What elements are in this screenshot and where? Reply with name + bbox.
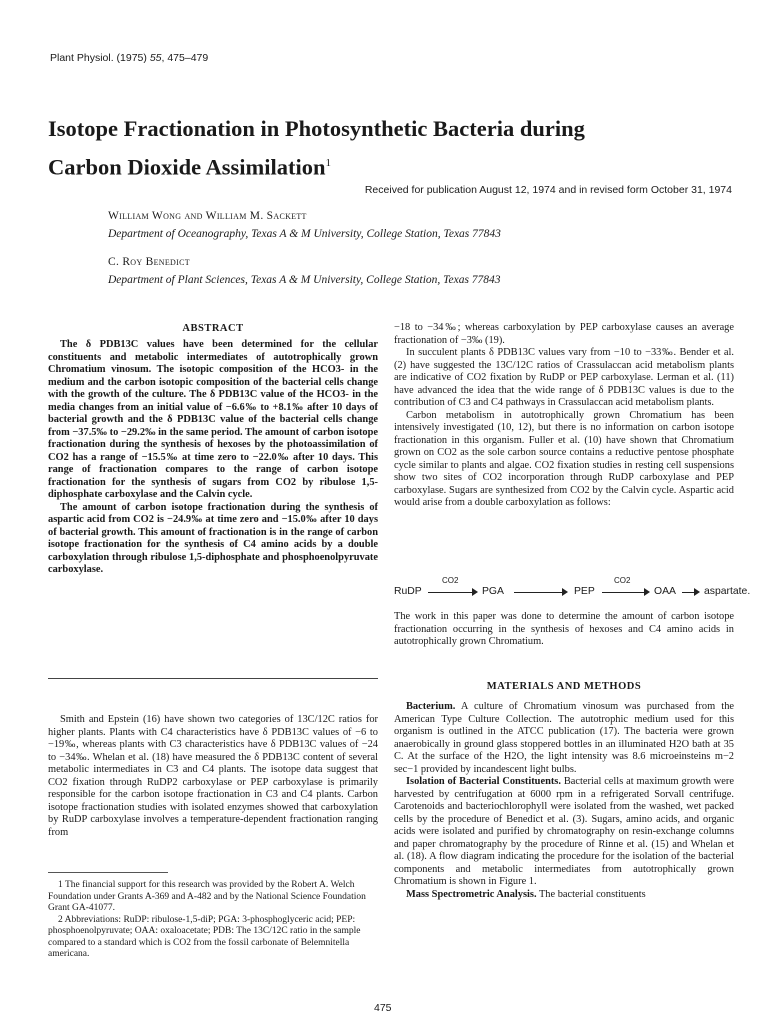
methods-paragraph-2 [394,776,734,889]
methods-text-1: A culture of Chromatium vinosum was purchased from the American Type Culture Collection. The autotrophic medium used for this organism is outlined in the ATCC publication (17). The bacteria were grown anaerobically in ground glass stoppered bottles in an illuminated H2O bath at 35 C. At the surface of the H2O, the light intensity was 8.6 microeinsteins m−2 sec−1 provided by incandescent light bulbs. [394,701,734,775]
methods-text-2: Bacterial cells at maximum growth were harvested by centrifugation at 6000 rpm in a refrigerated Sorvall centrifuge. Carotenoids and bacteriochlorophyll were isolated from the washed, wet packed cells by the procedure of Benedict et al. (3). Sugars, amino acids, and organic acids were isolated and purified by chromatography on resin-exchange columns and paper chromatography by the procedure of Rinne et al. (15) and Whelan et al. (18). A flow diagram indicating the procedure for the isolation of the bacterial components and metabolic intermediates from autotrophically grown Chromatium is shown in Figure 1. [394,776,734,887]
scheme-aspartate: aspartate. [704,586,751,597]
author-names-2: C. Roy Benedict [108,256,190,268]
journal-pages: , 475–479 [161,52,209,64]
abstract-divider [48,678,378,679]
title-line-2-text: Carbon Dioxide Assimilation [48,154,326,180]
abstract-body [48,339,378,577]
abstract-paragraph-1: The δ PDB13C values have been determined for the cellular constituents and metabolic intermediates of autotrophically grown Chromatium vinosum. The isotopic composition of the HCO3- in the medium and the carbon isotopic composition of the bacterial cells change with the growth of the culture. The δ PDB13C value of the HCO3- in the media changes from an initial value of −6.6‰ to +8.1‰ after 10 days of bacterial growth and the δ PDB13C value of the bacterial cells change from −37.5‰ to −29.2‰ in the same period. The amount of carbon isotope fractionation during the synthesis of hexoses by the photoassimilation of CO2 has a range of −15.5‰ at time zero to −22.0‰ after 10 days. This range of fractionation compares to the range of carbon isotope fractionation for the synthesis of sugars from CO2 by ribulose 1,5-diphosphate carboxylase and the Calvin cycle. [48,339,378,500]
methods-body [394,701,734,901]
right-paragraph-4: The work in this paper was done to determine the amount of carbon isotope fractionation occurring in the synthesis of hexoses and C4 amino acids in autotrophically grown Chromatium. [394,611,734,647]
scheme-pep: PEP [574,586,595,597]
scheme-oaa: OAA [654,586,676,597]
title-line-2 [48,146,728,185]
right-paragraph-3: Carbon metabolism in autotrophically grown Chromatium has been intensively investigated (10, 12), but there is no information on carbon isotope fractionation in this organism. Fuller et al. (10) have shown that Chromatium grown on CO2 as the sole carbon source contains a reductive pentose phosphate cycle similar to plants and algae. CO2 fixation studies in resting cell suspensions show two sites of CO2 incorporation through RuDP carboxylase and PEP carboxylase. Sugars are synthesized from CO2 by the Calvin cycle. Aspartic acid would arise from a double carboxylation as follows: [394,409,734,508]
methods-paragraph-3 [394,889,734,902]
abstract-paragraph-2: The amount of carbon isotope fractionation during the synthesis of aspartic acid from CO2 is −24.9‰ at time zero and −15.0‰ after 10 days of bacterial growth. This amount of fractionation is in the range of carbon isotope fractionation for the synthesis of C4 amino acids by a double carboxylation through ribulose 1,5-diphosphate and phosphoenolpyruvate carboxylase. [48,501,378,575]
run-in-mass-spec: Mass Spectrometric Analysis. [406,888,537,900]
arrow-line [428,592,474,593]
intro-paragraph: Smith and Epstein (16) have shown two categories of 13C/12C ratios for higher plants. Plants with C4 characteristics have δ PDB13C values of −6 to −19‰, whereas plants with C3 characteristics have δ PDB13C values of −24 to −34‰. Whelan et al. (18) have measured the δ PDB13C content of several metabolic intermediates in C3 and C4 plants. The isotope data suggest that CO2 fixation through RuDP2 carboxylase or PEP carboxylase is primarily responsible for the carbon isotope fractionation in C3 and C4 plants. Carbon isotope fractionation studies with isolated enzymes showed that carboxylation by RuDP carboxylase involves a temperature-dependent fractionation ranging from [48,714,378,838]
page-number: 475 [374,1002,392,1014]
arrow-head-icon [644,588,650,596]
abstract-heading: ABSTRACT [182,323,244,334]
methods-heading: MATERIALS AND METHODS [486,681,642,692]
journal-volume: 55 [149,52,162,64]
scheme-pga: PGA [482,586,504,597]
scheme-rudp: RuDP [394,586,422,597]
journal-name: Plant Physiol. (1975) [50,52,150,64]
arrow-head-icon [562,588,568,596]
scheme-arrow-3-label: CO2 [614,576,631,585]
footnote-1: 1 The financial support for this research was provided by the Robert A. Welch Foundation under Grants A-369 and A-482 and by the National Science Foundation Grant GA-41077. [48,880,366,913]
right-after-scheme [394,611,734,649]
author-names-1: William Wong and William M. Sackett [108,210,307,222]
paper-title [48,112,728,185]
run-in-isolation: Isolation of Bacterial Constituents. [406,776,561,787]
received-date: Received for publication August 12, 1974 and in revised form October 31, 1974 [364,184,732,196]
arrow-line [602,592,646,593]
methods-paragraph-1 [394,701,734,776]
right-paragraph-1: −18 to −34‰; whereas carboxylation by PEP carboxylase causes an average fractionation of −3‰ (19). [394,322,734,346]
title-line-1: Isotope Fractionation in Photosynthetic Bacteria during [48,116,585,141]
author-affiliation-2: Department of Plant Sciences, Texas A & M University, College Station, Texas 77843 [108,274,501,286]
methods-text-3: The bacterial constituents [536,888,646,900]
title-footnote-mark: 1 [325,157,332,169]
right-column-top [394,322,734,510]
run-in-bacterium: Bacterium. [406,701,456,712]
arrow-head-icon [472,588,478,596]
footnote-2: 2 Abbreviations: RuDP: ribulose-1,5-diP; PGA: 3-phosphoglyceric acid; PEP: phosphoenolpyruvate; OAA: oxaloacetate; PDB: The 13C/12C ratio in the sample compared to a standard which is CO2 from the fossil carbonate of Belemnitella americana. [48,914,361,959]
journal-citation [50,52,208,64]
author-affiliation-1: Department of Oceanography, Texas A & M University, College Station, Texas 77843 [108,228,501,240]
arrow-line [514,592,564,593]
arrow-head-icon [694,588,700,596]
scheme-arrow-1-label: CO2 [442,576,459,585]
footnotes [48,880,378,961]
right-paragraph-2: In succulent plants δ PDB13C values vary from −10 to −33‰. Bender et al. (2) have suggested the 13C/12C ratios of Crassulaccan acid metabolism plants are indicative of CO2 fixation by RuDP or PEP carboxylase. Lerman et al. (11) have advanced the idea that the wide range of δ PDB13C values is due to the contribution of C3 and C4 pathways in Crassulaccan acid metabolism plants. [394,347,734,408]
footnote-divider [48,872,168,873]
intro-left [48,714,378,839]
